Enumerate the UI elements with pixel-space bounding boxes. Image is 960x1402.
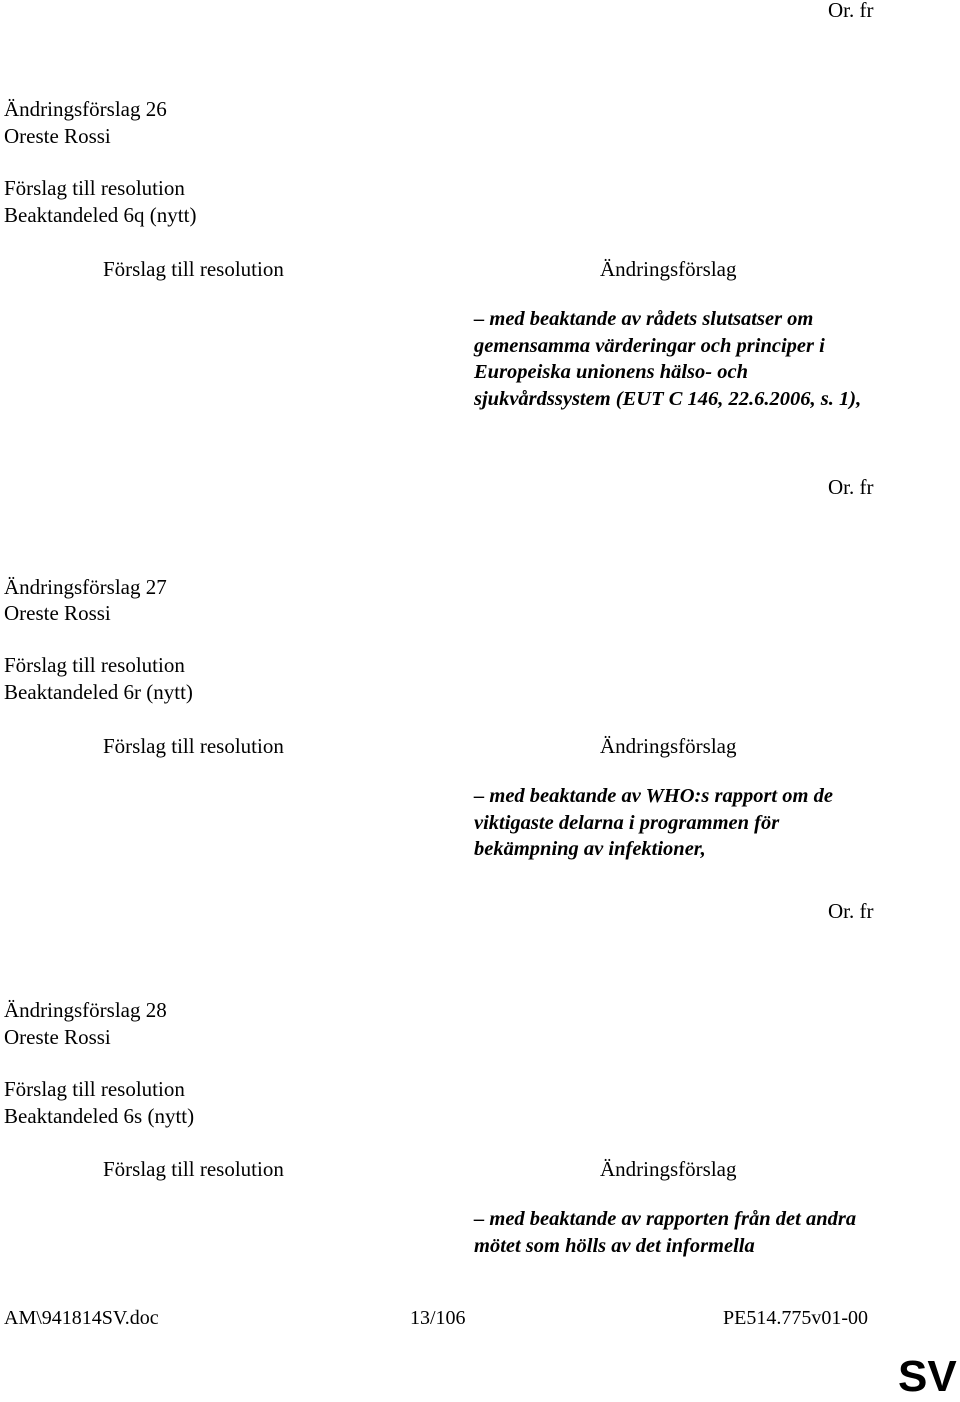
footer-reference: PE514.775v01-00	[723, 1307, 868, 1329]
amendment-title: Ändringsförslag 26	[4, 97, 167, 121]
amendment-title: Ändringsförslag 28	[4, 998, 167, 1022]
column-label-proposal: Förslag till resolution	[103, 734, 284, 758]
amendment-section: Beaktandeled 6s (nytt)	[4, 1104, 195, 1128]
amendment-author: Oreste Rossi	[4, 124, 111, 148]
amendment-section: Beaktandeled 6r (nytt)	[4, 680, 193, 704]
amendment-document: Förslag till resolution	[4, 1077, 185, 1101]
language-code: SV	[898, 1352, 957, 1401]
amendment-author: Oreste Rossi	[4, 1025, 111, 1049]
column-label-proposal: Förslag till resolution	[103, 257, 284, 281]
footer-page-number: 13/106	[410, 1307, 466, 1329]
original-language-label: Or. fr	[828, 475, 874, 499]
amendment-document: Förslag till resolution	[4, 176, 185, 200]
amendment-title: Ändringsförslag 27	[4, 575, 167, 599]
original-language-label: Or. fr	[828, 899, 874, 923]
column-label-proposal: Förslag till resolution	[103, 1157, 284, 1181]
amendment-document: Förslag till resolution	[4, 653, 185, 677]
amendment-text: – med beaktande av WHO:s rapport om de viktigaste delarna i programmen för bekämpning av infektioner,	[474, 785, 833, 860]
amendment-text: – med beaktande av rapporten från det andra mötet som hölls av det informella	[474, 1208, 857, 1257]
footer-filename: AM\941814SV.doc	[4, 1307, 159, 1329]
amendment-section: Beaktandeled 6q (nytt)	[4, 203, 197, 227]
column-label-amendment: Ändringsförslag	[600, 734, 737, 758]
original-language-label: Or. fr	[828, 0, 874, 22]
amendment-text: – med beaktande av rådets slutsatser om gemensamma värderingar och principer i Europeiska unionens hälso- och sjukvårdssystem (EUT C 146, 22.6.2006, s. 1),	[474, 308, 862, 410]
amendment-author: Oreste Rossi	[4, 601, 111, 625]
column-label-amendment: Ändringsförslag	[600, 257, 737, 281]
column-label-amendment: Ändringsförslag	[600, 1157, 737, 1181]
